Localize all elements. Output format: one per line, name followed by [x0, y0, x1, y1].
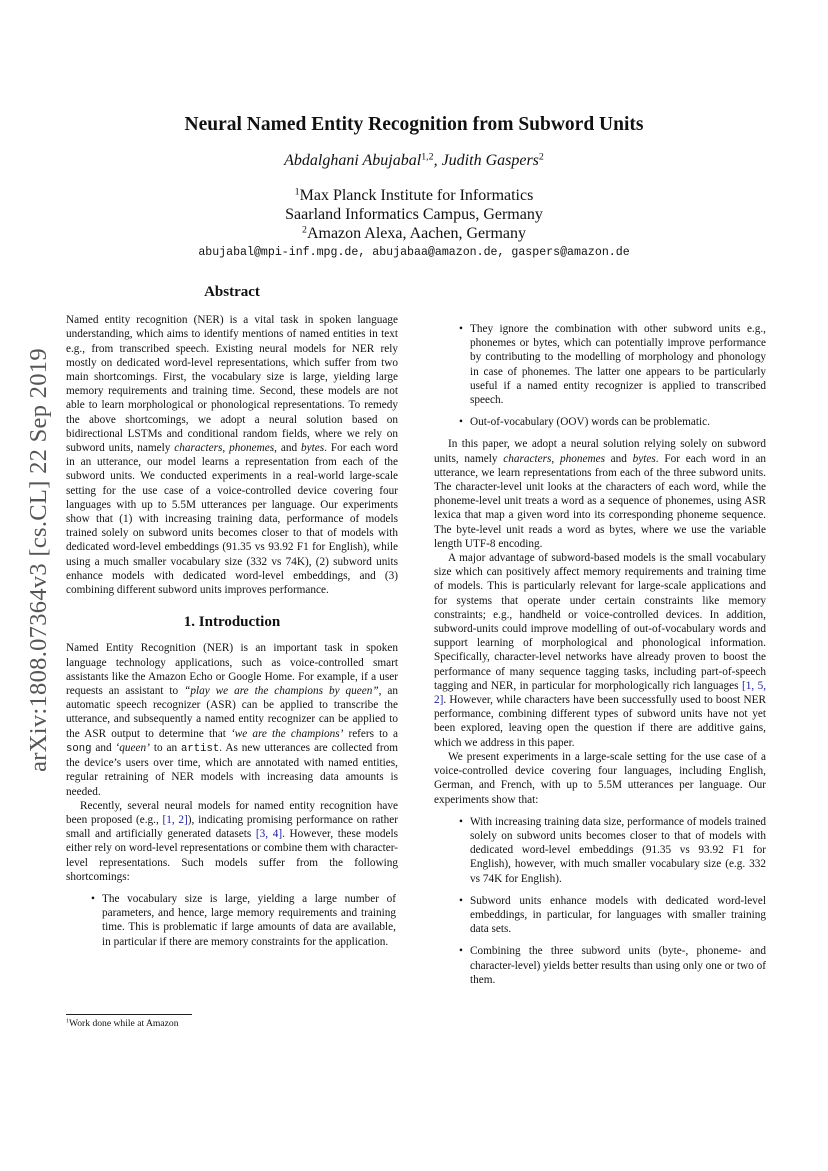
author-1-affil: 1,2	[421, 151, 434, 163]
abstract-em-bytes: bytes	[301, 442, 325, 455]
footnote-text: Work done while at Amazon	[68, 1018, 179, 1029]
affiliation-1	[0, 186, 828, 205]
left-column	[66, 285, 398, 949]
intro-paragraph-2	[66, 799, 398, 884]
abstract-text-2: . For each word in an utterance, our model learns a representation from each of the subword units. We conducted experiments in a real-world large-scale setting for the use case of a voice-controlled device covering four languages with up to 5.5M utterances per language. Our experiments show that (1) with increasing training data, performance of models trained solely on subword units becomes closer to that of models with dedicated word-level embeddings (91.35 vs 93.92 F1 for English), while using a much smaller vocabulary size (332 vs 74K), (2) subword units enhance models with dedicated word-level embeddings, and (3) combining different subword units improves performance.	[66, 442, 399, 597]
intro-p1-quote-2: ‘we are the champions’	[230, 727, 344, 740]
intro-p1-text-f: . As new utterances are collected from the device’s users over time, which are annotated with named entities, regular retraining of NER models with increasing data amounts is needed.	[66, 741, 398, 798]
shortcomings-list	[66, 892, 398, 949]
intro-p1-text-e: to an	[149, 741, 182, 754]
intro-p1-text-c: refers to a	[343, 727, 398, 740]
author-2-affil: 2	[538, 151, 544, 163]
author-2: Judith Gaspers	[441, 152, 539, 169]
intro-p3-em-characters: characters	[503, 452, 552, 465]
shortcoming-item-1: • The vocabulary size is large, yielding a large number of parameters, and hence, large memory requirements and training time. This is problematic if large amounts of data are available, in particular if there are memory constraints for the application.	[66, 892, 398, 949]
intro-paragraph-5: We present experiments in a large-scale setting for the use case of a voice-controlled device covering four languages, including English, German, and French, with up to 5.5M utterances per language. Our experiments show that:	[434, 750, 766, 806]
citation-link-1-2[interactable]: [1, 2]	[162, 813, 188, 826]
shortcoming-item-3: • Out-of-vocabulary (OOV) words can be problematic.	[434, 415, 766, 429]
intro-paragraph-4	[434, 551, 766, 750]
intro-p3-sep-2: and	[604, 452, 633, 465]
intro-p1-text-b: , an automatic speech recognizer (ASR) can be applied to transcribe the utterance, and subsequently a named entity recognizer can be applied to the ASR output to determine that	[66, 685, 398, 740]
intro-p2-text-a: Recently, several neural models for named entity recognition have been proposed (e.g.,	[66, 799, 398, 826]
intro-p1-mono-artist: artist	[181, 742, 220, 755]
abstract-body	[66, 313, 398, 597]
finding-item-1: • With increasing training data size, performance of models trained solely on subword units becomes closer to that of models with dedicated word-level embeddings (91.35 vs 93.92 F1 for English), however, with much smaller vocabulary size (e.g. 332 vs 74K for English).	[434, 815, 766, 886]
intro-p1-text-a: Named Entity Recognition (NER) is an important task in spoken language technology applications, such as voice-controlled smart assistants like the Amazon Echo or Google Home. For example, if a user requests an assistant to	[66, 642, 398, 698]
intro-p3-text-b: . For each word in an utterance, we learn representations from each of the three subword units. The character-level unit looks at the characters of each word, while the phoneme-level unit treats a word as a sequence of phonemes, using ASR lexica that map a given word into its corresponding phoneme sequence. The byte-level unit reads a word as bytes, where we use the variable length UTF-8 encoding.	[434, 452, 766, 550]
affiliation-1-mark: 1	[294, 186, 300, 198]
right-column-flow	[434, 290, 766, 987]
intro-p1-quote-3: ‘queen’	[115, 741, 150, 754]
affiliation-2-name: Amazon Alexa, Aachen, Germany	[306, 225, 526, 242]
abstract-em-phonemes: phonemes	[229, 442, 275, 455]
shortcoming-item-2-visible: • They ignore the combination with other subword units e.g., phonemes or bytes, which can potentially improve performance by contributing to the modelling of morphology and phonology in case of phonemes. The latter one appears to be particularly useful if a named entity recognizer is applied to transcribed speech.	[434, 322, 766, 407]
intro-paragraph-3	[434, 437, 766, 551]
author-1: Abdalghani Abujabal	[284, 152, 422, 169]
citation-link-3-4[interactable]: [3, 4]	[255, 828, 283, 841]
abstract-text-1: Named entity recognition (NER) is a vital task in spoken language understanding, which aims to identify mentions of named entities in text e.g., from transcribed speech. Existing neural models for NER rely mostly on dedicated word-level representations, which suffer from two main shortcomings. First, the vocabulary size is large, yielding large memory requirements and training time. Second, these models are not able to learn morphological or phonological representations. To remedy the above shortcomings, we adopt a neural solution based on bidirectional LSTMs and conditional random fields, where we rely on subword units, namely	[66, 314, 398, 455]
intro-p2-text-b: ), indicating promising performance on rather small and artificially generated datasets	[66, 813, 398, 841]
author-separator: ,	[433, 152, 442, 169]
intro-heading: 1. Introduction	[183, 614, 281, 631]
paper-title: Neural Named Entity Recognition from Subword Units	[184, 114, 644, 135]
intro-p4-text-b: . However, while characters have been successfully used to boost NER performance, combining different types of subword units have not yet been explored, leaving open the question if there are additive gains, which we address in this paper.	[434, 694, 766, 749]
intro-p1-text-d: and	[91, 741, 116, 754]
intro-p3-em-bytes: bytes	[632, 452, 656, 465]
findings-list	[434, 815, 766, 987]
intro-p3-text-a: In this paper, we adopt a neural solution relying solely on subword units, namely	[434, 438, 766, 465]
citation-link-1-5-2[interactable]: [1, 5, 2]	[434, 679, 767, 707]
intro-p3-sep-1: ,	[551, 452, 560, 465]
arxiv-stamp	[18, 260, 60, 860]
intro-paragraph-1	[66, 641, 398, 798]
footnote	[66, 1018, 179, 1029]
intro-p1-quote-1: “play we are the champions by queen”	[184, 685, 379, 698]
affiliation-1-location: Saarland Informatics Campus, Germany	[285, 206, 543, 223]
intro-p1-mono-song: song	[66, 742, 92, 755]
affiliation-2-mark: 2	[302, 224, 307, 236]
intro-p3-em-phonemes: phonemes	[559, 452, 605, 465]
abstract-em-characters: characters	[174, 442, 223, 455]
author-emails: abujabal@mpi-inf.mpg.de, abujabaa@amazon.de, gaspers@amazon.de	[198, 246, 630, 259]
bullet-list-right	[434, 322, 766, 429]
intro-p2-text-c: . However, these models either rely on word-level representations or combine them with character-level representations. Such models suffer from the following shortcomings:	[66, 828, 398, 883]
affiliation-1-name: Max Planck Institute for Informatics	[299, 187, 534, 204]
arxiv-stamp-text: arXiv:1808.07364v3 [cs.CL] 22 Sep 2019	[25, 348, 52, 772]
finding-item-2: • Subword units enhance models with dedicated word-level embeddings, in particular, for languages with smaller training data sets.	[434, 894, 766, 937]
footnote-mark: 1	[66, 1018, 69, 1025]
affiliation-2	[0, 224, 828, 243]
footnote-rule	[66, 1014, 192, 1015]
intro-p4-text-a: A major advantage of subword-based models is the small vocabulary size which can positively affect memory requirements and training time of models. This is particularly relevant for large-scale applications and for systems that operate under certain constraints like memory constraints; e.g., handheld or voice-controlled devices. In addition, subword-units could improve modelling of out-of-vocabulary words and support learning of morphological and phonological information. Specifically, character-level networks have already proven to boost the performance of many sequence tagging tasks, including part-of-speech tagging and NER, in particular for morphologically rich languages	[434, 552, 766, 692]
finding-item-3: • Combining the three subword units (byte-, phoneme- and character-level) yields better results than using only one or two of them.	[434, 944, 766, 987]
abstract-sep-1: ,	[222, 442, 230, 455]
affiliations	[0, 186, 828, 243]
author-line	[0, 152, 828, 170]
abstract-heading: Abstract	[204, 284, 260, 300]
abstract-sep-2: , and	[274, 442, 301, 455]
